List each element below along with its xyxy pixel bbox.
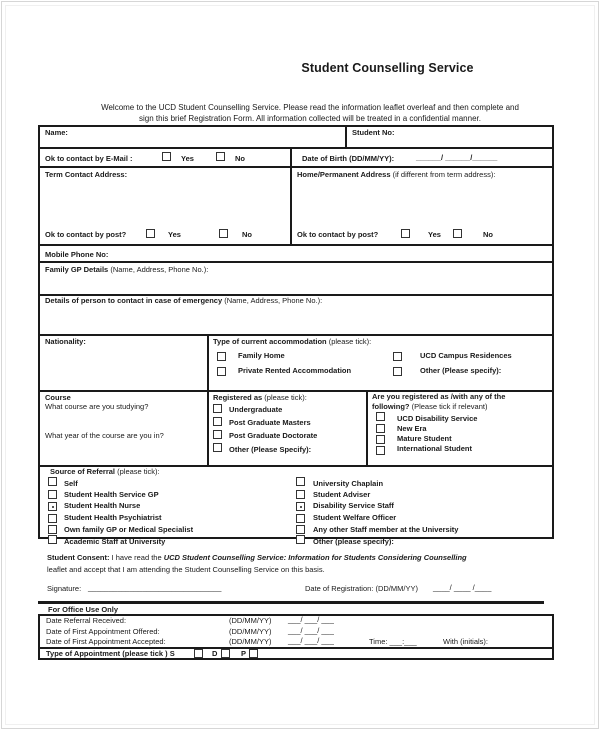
email-yes-checkbox[interactable] [162,152,171,161]
home-address-field[interactable] [295,180,549,222]
referral-option: Other (please specify): [313,537,394,546]
term-address-label: Term Contact Address: [45,170,128,179]
office-box-left [38,614,40,659]
col-line [345,125,347,147]
course-question-1: What course are you studying? [45,402,149,411]
referral-option: Own family GP or Medical Specialist [64,525,194,534]
registered-other-checkbox[interactable] [213,443,222,452]
accommodation-option: UCD Campus Residences [420,351,512,360]
referral-label: Source of Referral (please tick): [50,467,160,476]
registered-as-label: Registered as (please tick): [213,393,307,402]
referral-other-staff-checkbox[interactable] [296,525,305,534]
date-referral-field[interactable]: ___/ ___/ ___ [288,615,334,624]
col-line [366,390,368,465]
home-post-yes-label: Yes [428,230,441,239]
row-line [38,147,554,149]
referral-left-border [38,465,40,538]
referral-welfare-officer-checkbox[interactable] [296,514,305,523]
email-yes-label: Yes [181,154,194,163]
accommodation-label: Type of current accommodation (please tick): [213,337,372,346]
email-no-label: No [235,154,245,163]
term-post-yes-checkbox[interactable] [146,229,155,238]
accommodation-option: Private Rented Accommodation [238,366,352,375]
date-offered-field[interactable]: ___/ ___/ ___ [288,626,334,635]
new-era-checkbox[interactable] [376,424,385,433]
referral-family-gp-checkbox[interactable] [48,525,57,534]
registered-option: Post Graduate Doctorate [229,431,318,440]
referral-health-nurse-checkbox[interactable] [48,502,57,511]
term-post-yes-label: Yes [168,230,181,239]
office-box-right [552,614,554,659]
accommodation-campus-checkbox[interactable] [393,352,402,361]
office-row-label: Date Referral Received: [46,616,127,625]
accommodation-private-rented-checkbox[interactable] [217,367,226,376]
email-contact-label: Ok to contact by E-Mail : [45,154,133,163]
intro-line-2: sign this brief Registration Form. All information collected will be treated in a confidential manner. [139,114,481,123]
appointment-d-label: D [212,649,218,658]
registered-with-label-line-2: following? (Please tick if relevant) [372,402,488,411]
signature-field[interactable]: ________________________________ [88,583,222,592]
registered-with-option: International Student [397,444,472,453]
referral-chaplain-checkbox[interactable] [296,477,305,486]
accommodation-family-home-checkbox[interactable] [217,352,226,361]
office-use-header: For Office Use Only [48,605,119,614]
office-separator [38,601,544,604]
term-post-no-label: No [242,230,252,239]
referral-academic-staff-checkbox[interactable] [48,535,57,544]
student-no-field[interactable] [405,127,550,145]
registered-undergraduate-checkbox[interactable] [213,404,222,413]
office-row-format: (DD/MM/YY) [229,616,272,625]
row-line [38,261,554,263]
registration-date-field[interactable]: ____/ ____ /____ [433,583,492,592]
office-row-format: (DD/MM/YY) [229,627,272,636]
name-field[interactable] [80,127,342,145]
accommodation-option: Other (Please specify): [420,366,502,375]
consent-text-line-1: Student Consent: I have read the UCD Student Counselling Service: Information for Students Considering Counselling [47,553,467,562]
nationality-field[interactable] [42,347,204,387]
row-line [38,244,554,246]
referral-option: Student Welfare Officer [313,513,397,522]
col-line [290,147,292,244]
table-right-border [552,125,554,538]
col-line [207,334,209,465]
emergency-contact-field[interactable] [42,307,549,332]
term-post-no-checkbox[interactable] [219,229,228,238]
referral-option: Student Adviser [313,490,371,499]
home-address-label: Home/Permanent Address (if different from term address): [297,170,496,179]
office-row-format: (DD/MM/YY) [229,637,272,646]
appointment-p-checkbox[interactable] [249,649,258,658]
gp-label: Family GP Details (Name, Address, Phone No.): [45,265,209,274]
nationality-label: Nationality: [45,337,86,346]
referral-option: Disability Service Staff [313,501,394,510]
referral-self-checkbox[interactable] [48,477,57,486]
name-label: Name: [45,128,68,137]
registered-with-option: New Era [397,424,427,433]
appointment-d-checkbox[interactable] [221,649,230,658]
course-year-field[interactable] [42,441,204,463]
mobile-label: Mobile Phone No: [45,250,109,259]
signature-label: Signature: [47,584,82,593]
office-box-bottom [38,658,554,660]
appointment-s-checkbox[interactable] [194,649,203,658]
international-student-checkbox[interactable] [376,446,385,455]
referral-other-checkbox[interactable] [296,535,305,544]
referral-option: Student Health Nurse [64,501,141,510]
appointment-p-label: P [241,649,247,658]
referral-psychiatrist-checkbox[interactable] [48,514,57,523]
intro-line-1: Welcome to the UCD Student Counselling Service. Please read the information leaflet overleaf and then complete and [101,103,519,112]
office-row-label: Date of First Appointment Offered: [46,627,160,636]
course-label: Course [45,393,71,402]
document-title: Student Counselling Service [301,61,474,75]
office-row-label: Date of First Appointment Accepted: [46,637,166,646]
dob-label: Date of Birth (DD/MM/YY): [302,154,395,163]
registered-option: Undergraduate [229,405,283,414]
with-initials-label: With (initials): [443,637,489,646]
registered-option: Other (Please Specify): [229,445,312,454]
mature-student-checkbox[interactable] [376,435,385,444]
referral-health-gp-checkbox[interactable] [48,490,57,499]
home-post-no-checkbox[interactable] [453,229,462,238]
home-post-contact-label: Ok to contact by post? [297,230,379,239]
course-field[interactable] [42,412,204,429]
referral-disability-staff-checkbox[interactable] [296,502,305,511]
referral-option: Any other Staff member at the University [313,525,459,534]
referral-option: Self [64,479,78,488]
consent-text-line-2: leaflet and accept that I am attending the Student Counselling Service on this basis. [47,565,325,574]
registered-with-option: UCD Disability Service [397,414,478,423]
home-post-yes-checkbox[interactable] [401,229,410,238]
disability-service-checkbox[interactable] [376,412,385,421]
referral-option: Academic Staff at University [64,537,166,546]
intro-text [40,102,560,124]
time-field[interactable]: Time: ___:___ [369,637,417,646]
registered-with-option: Mature Student [397,434,452,443]
course-question-2: What year of the course are you in? [45,431,164,440]
term-post-contact-label: Ok to contact by post? [45,230,127,239]
home-post-no-label: No [483,230,493,239]
registered-masters-checkbox[interactable] [213,417,222,426]
registered-doctorate-checkbox[interactable] [213,430,222,439]
email-no-checkbox[interactable] [216,152,225,161]
accommodation-option: Family Home [238,351,285,360]
accommodation-other-checkbox[interactable] [393,367,402,376]
row-line [38,334,554,336]
registered-with-label-line-1: Are you registered as /with any of the [372,392,506,401]
date-accepted-field[interactable]: ___/ ___/ ___ [288,636,334,645]
term-address-field[interactable] [42,180,286,222]
emergency-label: Details of person to contact in case of emergency (Name, Address, Phone No.): [45,296,323,305]
row-line [38,166,554,168]
dob-field[interactable]: ______/ ______/______ [416,153,498,162]
referral-adviser-checkbox[interactable] [296,490,305,499]
student-no-label: Student No: [352,128,395,137]
appointment-type-label: Type of Appointment (please tick ) S [46,649,175,658]
gp-details-field[interactable] [42,275,549,292]
registration-date-label: Date of Registration: (DD/MM/YY) [305,584,418,593]
referral-option: Student Health Service GP [64,490,159,499]
referral-option: University Chaplain [313,479,384,488]
mobile-field[interactable] [115,247,549,260]
registered-option: Post Graduate Masters [229,418,311,427]
referral-option: Student Health Psychiatrist [64,513,162,522]
